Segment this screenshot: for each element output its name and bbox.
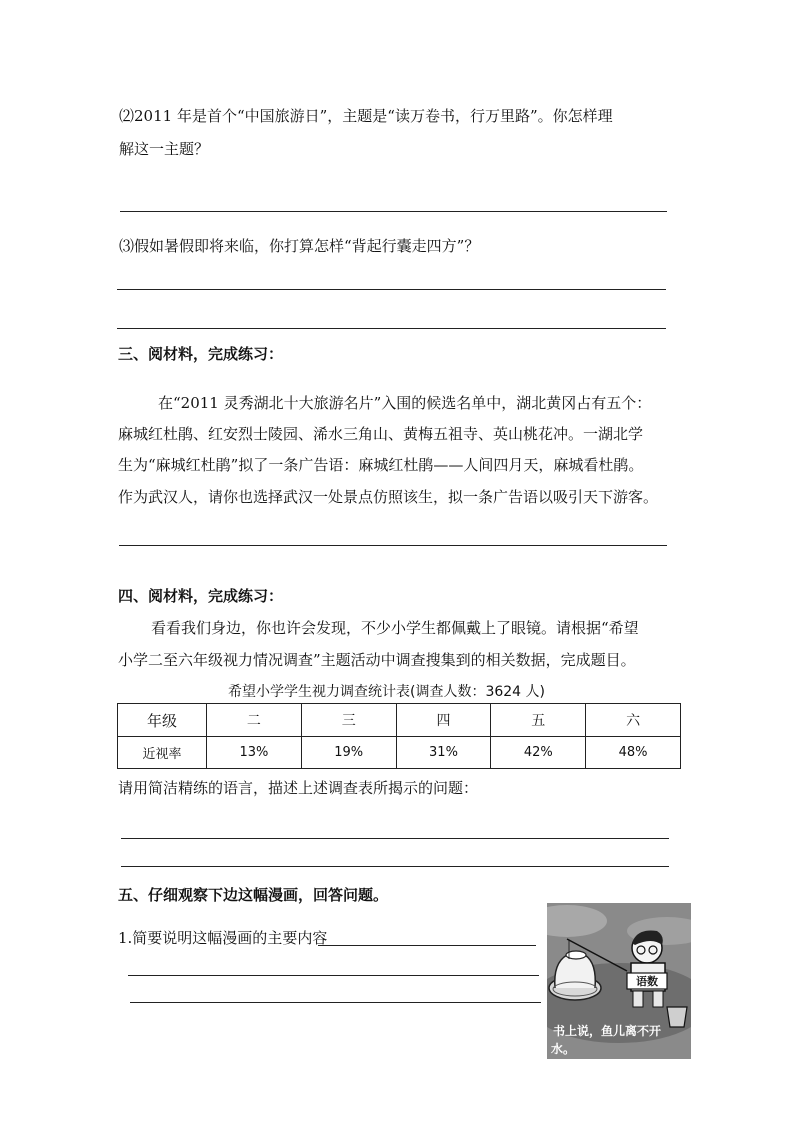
answer-line[interactable]	[117, 328, 666, 329]
answer-line[interactable]	[121, 838, 669, 839]
answer-line[interactable]	[128, 975, 539, 976]
section-4-title: 四、阅材料，完成练习：	[118, 587, 284, 605]
grade-cell: 二	[207, 704, 302, 737]
section-3-para-line: 作为武汉人，请你也选择武汉一处景点仿照该生，拟一条广告语以吸引天下游客。	[118, 488, 659, 506]
grade-cell: 六	[586, 704, 681, 737]
table-header-row	[118, 704, 681, 737]
section-4-para-line: 小学二至六年级视力情况调查”主题活动中调查搜集到的相关数据，完成题目。	[118, 651, 636, 669]
table-row	[118, 737, 681, 769]
section-5-title: 五、仔细观察下边这幅漫画，回答问题。	[118, 886, 389, 904]
cartoon-illustration	[547, 903, 691, 1059]
table-row-label: 近视率	[118, 737, 207, 769]
vision-survey-table	[117, 703, 681, 769]
question-2-line-1: ⑵2011 年是首个“中国旅游日”，主题是“读万卷书，行万里路”。你怎样理	[119, 107, 613, 125]
rate-cell: 31%	[396, 737, 491, 769]
rate-cell: 48%	[586, 737, 681, 769]
section-3-para-line: 生为“麻城红杜鹃”拟了一条广告语：麻城红杜鹃——人间四月天，麻城看杜鹃。	[118, 456, 644, 474]
answer-line[interactable]	[130, 1002, 541, 1003]
answer-line[interactable]	[117, 289, 666, 290]
question-3: ⑶假如暑假即将来临，你打算怎样“背起行囊走四方”？	[119, 237, 480, 255]
table-header-label: 年级	[118, 704, 207, 737]
cartoon-image	[547, 903, 691, 1059]
section-3-title: 三、阅材料，完成练习：	[118, 345, 284, 363]
section-4-question: 请用简洁精练的语言，描述上述调查表所揭示的问题：	[118, 779, 479, 797]
question-2-line-2: 解这一主题？	[119, 140, 210, 158]
section-3-para-line: 麻城红杜鹃、红安烈士陵园、浠水三角山、黄梅五祖寺、英山桃花冲。一湖北学	[118, 425, 644, 443]
section-3-para-line: 在“2011 灵秀湖北十大旅游名片”入围的候选名单中，湖北黄冈占有五个：	[158, 394, 652, 412]
grade-cell: 四	[396, 704, 491, 737]
answer-line[interactable]	[121, 866, 669, 867]
answer-line[interactable]	[318, 945, 536, 946]
grade-cell: 五	[491, 704, 586, 737]
rate-cell: 42%	[491, 737, 586, 769]
book-sign-text: 语数	[636, 975, 658, 988]
section-5-question-1: 1.简要说明这幅漫画的主要内容	[118, 929, 328, 947]
cartoon-caption-line-2: 水。	[551, 1042, 576, 1056]
cartoon-caption-line-1: 书上说，鱼儿离不开	[553, 1024, 662, 1038]
section-4-para-line: 看看我们身边，你也许会发现，不少小学生都佩戴上了眼镜。请根据“希望	[151, 619, 639, 637]
answer-line[interactable]	[119, 545, 667, 546]
rate-cell: 19%	[301, 737, 396, 769]
rate-cell: 13%	[207, 737, 302, 769]
answer-line[interactable]	[120, 211, 667, 212]
table-caption: 希望小学学生视力调查统计表(调查人数：3624 人)	[228, 684, 546, 700]
grade-cell: 三	[301, 704, 396, 737]
